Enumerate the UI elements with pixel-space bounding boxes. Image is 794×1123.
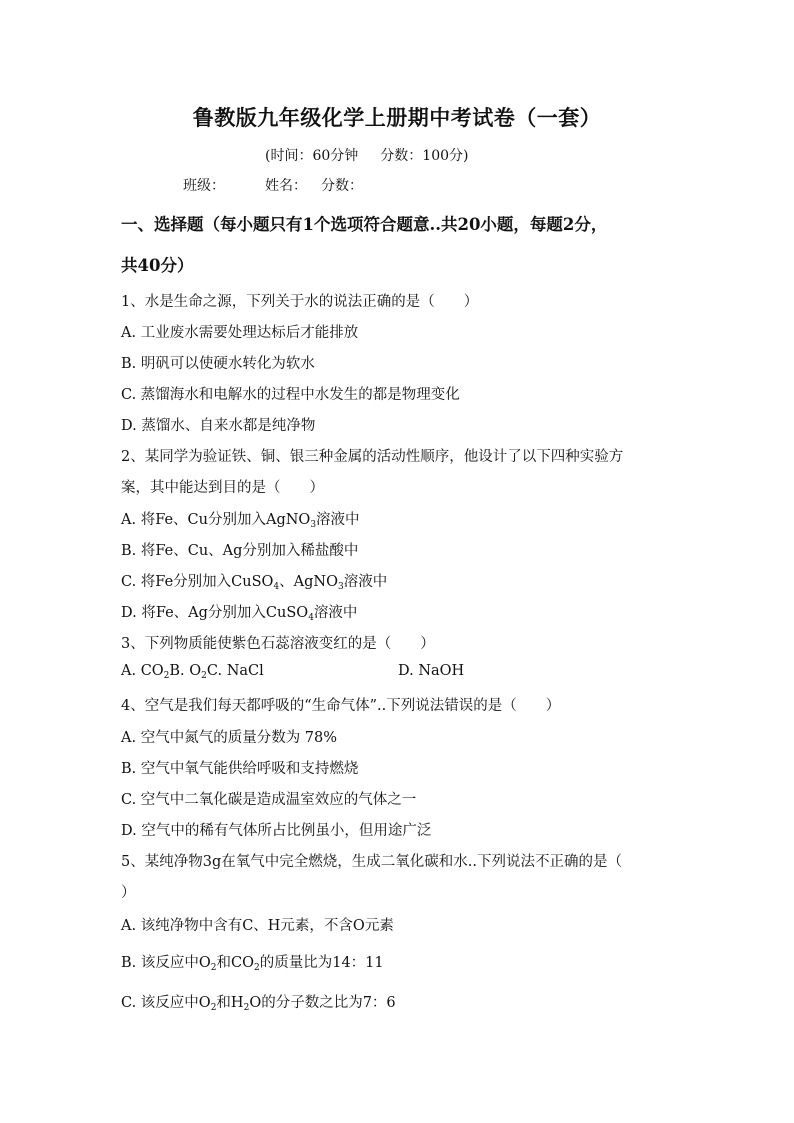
question-2-stem: 2、某同学为验证铁、铜、银三种金属的活动性顺序，他设计了以下四种实验方 — [121, 449, 624, 465]
question-5-option-c: C. 该反应中$O_2$和$H_2O$的分子数之比为7：6 — [121, 995, 396, 1013]
question-2-option-b: B. 将Fe、Cu、Ag分别加入稀盐酸中 — [121, 543, 359, 559]
question-1-option-d: D. 蒸馏水、自来水都是纯净物 — [121, 418, 316, 434]
student-info-line — [183, 175, 363, 195]
class-label: 班级： — [183, 178, 225, 194]
section-heading-cont: 共40分） — [121, 256, 194, 275]
question-5-option-b: B. 该反应中$O_2$和$CO_2$的质量比为14：11 — [121, 955, 384, 973]
question-3-option-b: B. O — [169, 663, 202, 679]
exam-total-score: 分数：100分) — [380, 148, 469, 164]
question-1-option-a: A. 工业废水需要处理达标后才能排放 — [121, 325, 359, 341]
question-3-options: A. $CO_2B$. $O_2C$. NaCl — [121, 663, 264, 681]
section-heading: 一、选择题（每小题只有1个选项符合题意..共20小题，每题2分， — [121, 215, 608, 234]
page-title: 鲁教版九年级化学上册期中考试卷（一套） — [192, 105, 602, 130]
question-2-option-c: C. 将Fe分别加入CuSO$_4$、AgNO$_3$溶液中 — [121, 574, 388, 592]
exam-meta — [265, 145, 468, 165]
question-1-option-b: B. 明矾可以使硬水转化为软水 — [121, 356, 315, 372]
question-2-option-d: D. 将Fe、Ag分别加入CuSO$_4$溶液中 — [121, 605, 358, 623]
question-2-option-a: A. 将Fe、Cu分别加入AgNO$_3$溶液中 — [121, 512, 360, 530]
question-4-stem: 4、空气是我们每天都呼吸的“生命气体”..下列说法错误的是（ ） — [121, 698, 561, 714]
question-3-option-c: C. NaCl — [206, 663, 264, 679]
name-label: 姓名： — [265, 178, 307, 194]
question-4-option-a: A. 空气中氮气的质量分数为 78% — [121, 730, 338, 746]
question-4-option-d: D. 空气中的稀有气体所占比例虽小，但用途广泛 — [121, 823, 432, 839]
question-2-stem-cont: 案，其中能达到目的是（ ） — [121, 480, 324, 496]
question-3-stem: 3、下列物质能使紫色石蕊溶液变红的是（ ） — [121, 636, 435, 652]
question-4-option-b: B. 空气中氧气能供给呼吸和支持燃烧 — [121, 761, 359, 777]
score-label: 分数： — [321, 178, 363, 194]
question-5-stem-cont: ） — [121, 885, 136, 901]
question-3-option-a: A. CO — [121, 663, 164, 679]
question-5-option-a: A. 该纯净物中含有C、H元素，不含O元素 — [121, 918, 394, 934]
exam-time: (时间：60分钟 — [265, 148, 359, 164]
question-5-stem: 5、某纯净物3g在氧气中完全燃烧，生成二氧化碳和水..下列说法不正确的是（ — [121, 854, 622, 870]
question-1-stem: 1、水是生命之源，下列关于水的说法正确的是（ ） — [121, 294, 479, 310]
question-1-option-c: C. 蒸馏海水和电解水的过程中水发生的都是物理变化 — [121, 387, 460, 403]
question-4-option-c: C. 空气中二氧化碳是造成温室效应的气体之一 — [121, 792, 417, 808]
question-3-option-d: D. NaOH — [398, 663, 465, 679]
